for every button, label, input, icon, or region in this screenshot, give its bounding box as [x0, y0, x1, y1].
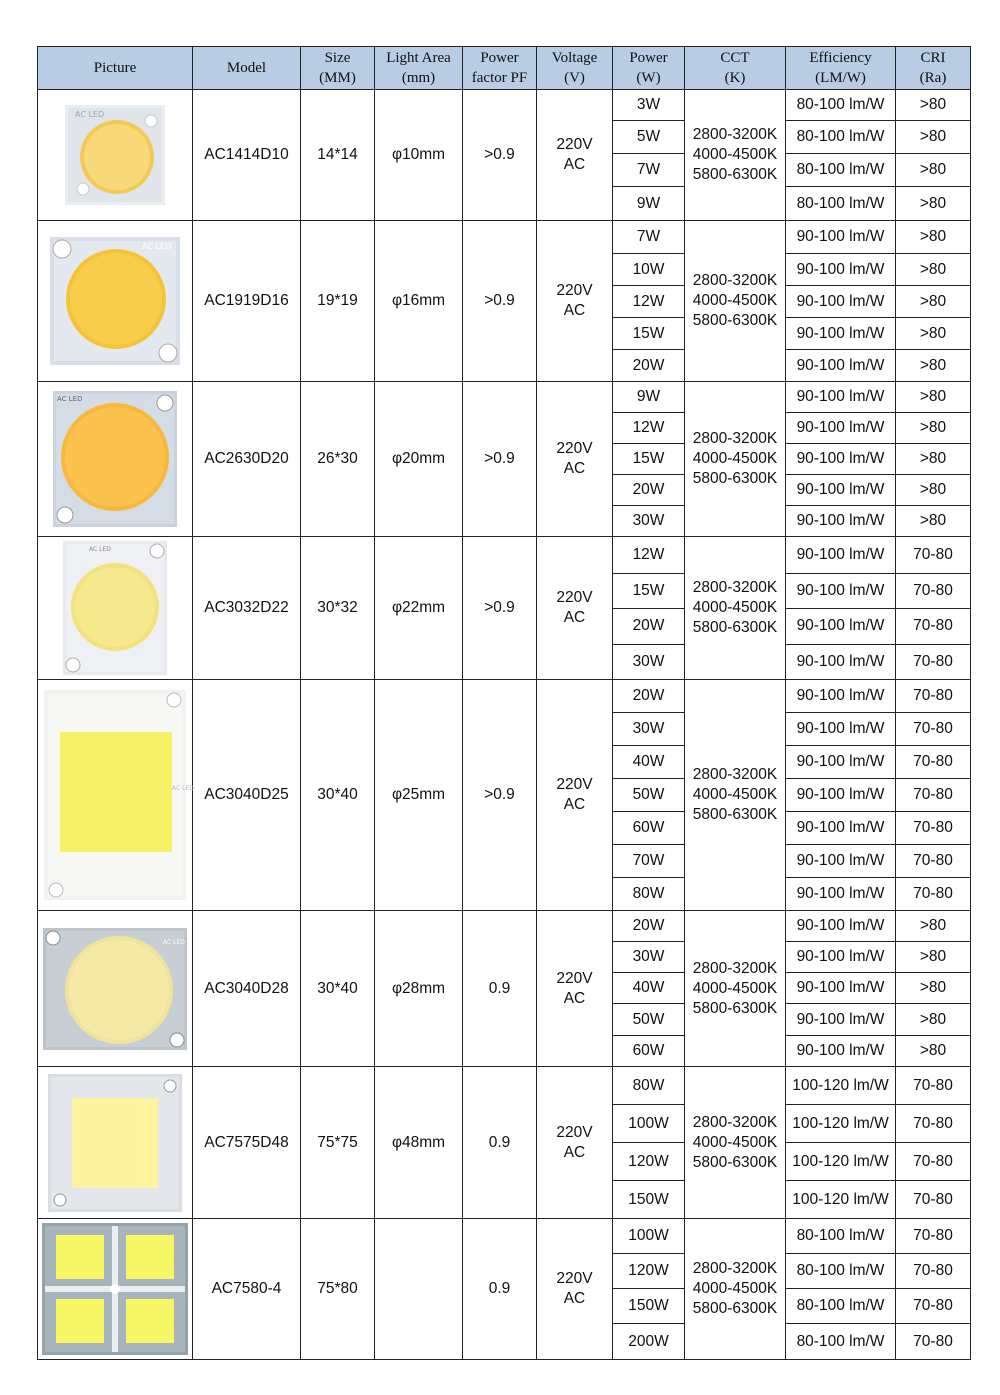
power-factor-cell: >0.9 — [463, 90, 537, 221]
cri-cell: 70-80 — [896, 609, 971, 644]
power-cell: 20W — [613, 680, 685, 713]
power-cell: 20W — [613, 609, 685, 644]
cri-cell: >80 — [896, 475, 971, 506]
svg-text:AC LED: AC LED — [75, 110, 105, 119]
model-cell: AC1414D10 — [193, 90, 301, 221]
chip-picture — [38, 221, 193, 382]
power-factor-cell: >0.9 — [463, 221, 537, 382]
table-row — [38, 90, 971, 121]
cri-cell: >80 — [896, 254, 971, 286]
power-cell: 20W — [613, 911, 685, 942]
cri-cell: >80 — [896, 286, 971, 318]
voltage-cell: 220V AC — [537, 680, 613, 911]
header-power: Power (W) — [613, 47, 685, 90]
size-cell: 26*30 — [301, 382, 375, 537]
voltage-cell: 220V AC — [537, 537, 613, 680]
cri-cell: >80 — [896, 382, 971, 413]
efficiency-cell: 90-100 lm/W — [786, 444, 896, 475]
efficiency-cell: 90-100 lm/W — [786, 413, 896, 444]
cri-cell: 70-80 — [896, 1105, 971, 1143]
efficiency-cell: 100-120 lm/W — [786, 1067, 896, 1105]
svg-text:AC LED: AC LED — [57, 395, 83, 403]
model-cell: AC3032D22 — [193, 537, 301, 680]
spec-table — [37, 46, 971, 1360]
header-cri: CRI (Ra) — [896, 47, 971, 90]
light-area-cell: φ10mm — [375, 90, 463, 221]
chip-picture — [38, 382, 193, 537]
cri-cell: >80 — [896, 1004, 971, 1036]
light-area-cell: φ16mm — [375, 221, 463, 382]
header-size: Size (MM) — [301, 47, 375, 90]
voltage-cell: 220V AC — [537, 221, 613, 382]
efficiency-cell: 90-100 lm/W — [786, 942, 896, 973]
voltage-cell: 220V AC — [537, 382, 613, 537]
voltage-cell: 220V AC — [537, 90, 613, 221]
chip-image — [38, 387, 192, 531]
cct-cell: 2800-3200K 4000-4500K 5800-6300K — [685, 221, 786, 382]
power-cell: 30W — [613, 506, 685, 537]
header-power-factor: Power factor PF — [463, 47, 537, 90]
power-cell: 3W — [613, 90, 685, 121]
cct-cell: 2800-3200K 4000-4500K 5800-6300K — [685, 911, 786, 1067]
efficiency-cell: 90-100 lm/W — [786, 973, 896, 1004]
light-area-cell: φ28mm — [375, 911, 463, 1067]
power-cell: 80W — [613, 878, 685, 911]
chip-image — [38, 1219, 192, 1359]
model-cell: AC7575D48 — [193, 1067, 301, 1219]
table-body — [38, 90, 971, 1360]
table-header — [38, 47, 971, 90]
cri-cell: 70-80 — [896, 644, 971, 680]
cct-cell: 2800-3200K 4000-4500K 5800-6300K — [685, 1219, 786, 1360]
cri-cell: 70-80 — [896, 680, 971, 713]
power-cell: 120W — [613, 1253, 685, 1289]
power-factor-cell: 0.9 — [463, 1219, 537, 1360]
size-cell: 19*19 — [301, 221, 375, 382]
efficiency-cell: 80-100 lm/W — [786, 121, 896, 154]
efficiency-cell: 80-100 lm/W — [786, 1253, 896, 1289]
efficiency-cell: 80-100 lm/W — [786, 1289, 896, 1324]
power-cell: 12W — [613, 413, 685, 444]
efficiency-cell: 90-100 lm/W — [786, 537, 896, 574]
power-factor-cell: >0.9 — [463, 382, 537, 537]
efficiency-cell: 90-100 lm/W — [786, 845, 896, 878]
cri-cell: >80 — [896, 221, 971, 254]
power-cell: 9W — [613, 187, 685, 221]
cri-cell: >80 — [896, 121, 971, 154]
power-factor-cell: 0.9 — [463, 1067, 537, 1219]
chip-picture — [38, 680, 193, 911]
power-cell: 15W — [613, 444, 685, 475]
cri-cell: >80 — [896, 444, 971, 475]
cct-cell: 2800-3200K 4000-4500K 5800-6300K — [685, 90, 786, 221]
efficiency-cell: 90-100 lm/W — [786, 713, 896, 746]
cri-cell: >80 — [896, 350, 971, 382]
chip-image — [38, 924, 192, 1054]
efficiency-cell: 90-100 lm/W — [786, 254, 896, 286]
chip-image — [38, 99, 192, 211]
model-cell: AC3040D25 — [193, 680, 301, 911]
power-cell: 200W — [613, 1324, 685, 1360]
size-cell: 30*32 — [301, 537, 375, 680]
efficiency-cell: 90-100 lm/W — [786, 680, 896, 713]
efficiency-cell: 90-100 lm/W — [786, 746, 896, 779]
cri-cell: 70-80 — [896, 1181, 971, 1219]
chip-image — [38, 1070, 192, 1216]
svg-text:AC LED: AC LED — [172, 785, 194, 792]
svg-text:AC LED: AC LED — [142, 242, 172, 251]
power-cell: 30W — [613, 713, 685, 746]
chip-picture — [38, 911, 193, 1067]
efficiency-cell: 90-100 lm/W — [786, 318, 896, 350]
efficiency-cell: 100-120 lm/W — [786, 1181, 896, 1219]
cct-cell: 2800-3200K 4000-4500K 5800-6300K — [685, 680, 786, 911]
efficiency-cell: 90-100 lm/W — [786, 1036, 896, 1067]
power-factor-cell: >0.9 — [463, 537, 537, 680]
model-cell: AC7580-4 — [193, 1219, 301, 1360]
chip-image — [38, 231, 192, 371]
voltage-cell: 220V AC — [537, 1219, 613, 1360]
efficiency-cell: 90-100 lm/W — [786, 350, 896, 382]
cri-cell: 70-80 — [896, 1143, 971, 1181]
cct-cell: 2800-3200K 4000-4500K 5800-6300K — [685, 382, 786, 537]
model-cell: AC3040D28 — [193, 911, 301, 1067]
power-cell: 9W — [613, 382, 685, 413]
power-cell: 20W — [613, 475, 685, 506]
cri-cell: 70-80 — [896, 1253, 971, 1289]
power-factor-cell: >0.9 — [463, 680, 537, 911]
power-cell: 12W — [613, 286, 685, 318]
cri-cell: 70-80 — [896, 1324, 971, 1360]
cri-cell: >80 — [896, 1036, 971, 1067]
power-factor-cell: 0.9 — [463, 911, 537, 1067]
light-area-cell — [375, 1219, 463, 1360]
power-cell: 60W — [613, 1036, 685, 1067]
efficiency-cell: 80-100 lm/W — [786, 90, 896, 121]
size-cell: 75*80 — [301, 1219, 375, 1360]
svg-text:AC LED: AC LED — [89, 546, 111, 553]
efficiency-cell: 90-100 lm/W — [786, 506, 896, 537]
power-cell: 30W — [613, 942, 685, 973]
cri-cell: 70-80 — [896, 537, 971, 574]
efficiency-cell: 100-120 lm/W — [786, 1143, 896, 1181]
power-cell: 30W — [613, 644, 685, 680]
light-area-cell: φ25mm — [375, 680, 463, 911]
cri-cell: >80 — [896, 942, 971, 973]
model-cell: AC2630D20 — [193, 382, 301, 537]
power-cell: 100W — [613, 1219, 685, 1254]
efficiency-cell: 90-100 lm/W — [786, 1004, 896, 1036]
efficiency-cell: 90-100 lm/W — [786, 812, 896, 845]
size-cell: 30*40 — [301, 680, 375, 911]
table-row — [38, 537, 971, 574]
cri-cell: 70-80 — [896, 1219, 971, 1254]
cri-cell: 70-80 — [896, 878, 971, 911]
light-area-cell: φ20mm — [375, 382, 463, 537]
header-cct: CCT (K) — [685, 47, 786, 90]
cri-cell: >80 — [896, 506, 971, 537]
cri-cell: 70-80 — [896, 812, 971, 845]
power-cell: 60W — [613, 812, 685, 845]
power-cell: 80W — [613, 1067, 685, 1105]
header-voltage: Voltage (V) — [537, 47, 613, 90]
cri-cell: 70-80 — [896, 573, 971, 608]
power-cell: 20W — [613, 350, 685, 382]
efficiency-cell: 90-100 lm/W — [786, 911, 896, 942]
power-cell: 7W — [613, 221, 685, 254]
efficiency-cell: 90-100 lm/W — [786, 286, 896, 318]
efficiency-cell: 90-100 lm/W — [786, 609, 896, 644]
size-cell: 30*40 — [301, 911, 375, 1067]
cri-cell: 70-80 — [896, 746, 971, 779]
table-row — [38, 680, 971, 713]
cri-cell: 70-80 — [896, 779, 971, 812]
efficiency-cell: 90-100 lm/W — [786, 573, 896, 608]
header-picture: Picture — [38, 47, 193, 90]
header-efficiency: Efficiency (LM/W) — [786, 47, 896, 90]
efficiency-cell: 90-100 lm/W — [786, 878, 896, 911]
power-cell: 10W — [613, 254, 685, 286]
cri-cell: >80 — [896, 911, 971, 942]
cri-cell: 70-80 — [896, 1289, 971, 1324]
cri-cell: >80 — [896, 90, 971, 121]
power-cell: 150W — [613, 1181, 685, 1219]
efficiency-cell: 90-100 lm/W — [786, 779, 896, 812]
power-cell: 70W — [613, 845, 685, 878]
cri-cell: >80 — [896, 154, 971, 187]
voltage-cell: 220V AC — [537, 1067, 613, 1219]
cri-cell: 70-80 — [896, 1067, 971, 1105]
power-cell: 7W — [613, 154, 685, 187]
power-cell: 100W — [613, 1105, 685, 1143]
power-cell: 15W — [613, 573, 685, 608]
efficiency-cell: 80-100 lm/W — [786, 187, 896, 221]
power-cell: 50W — [613, 779, 685, 812]
light-area-cell: φ48mm — [375, 1067, 463, 1219]
cct-cell: 2800-3200K 4000-4500K 5800-6300K — [685, 537, 786, 680]
chip-picture — [38, 90, 193, 221]
efficiency-cell: 90-100 lm/W — [786, 644, 896, 680]
chip-picture — [38, 537, 193, 680]
power-cell: 150W — [613, 1289, 685, 1324]
model-cell: AC1919D16 — [193, 221, 301, 382]
power-cell: 12W — [613, 537, 685, 574]
table-row — [38, 1067, 971, 1105]
cri-cell: >80 — [896, 973, 971, 1004]
chip-image — [38, 537, 192, 679]
table-row — [38, 382, 971, 413]
efficiency-cell: 80-100 lm/W — [786, 1219, 896, 1254]
header-light-area: Light Area (mm) — [375, 47, 463, 90]
light-area-cell: φ22mm — [375, 537, 463, 680]
efficiency-cell: 80-100 lm/W — [786, 1324, 896, 1360]
power-cell: 120W — [613, 1143, 685, 1181]
chip-image — [38, 686, 192, 904]
efficiency-cell: 90-100 lm/W — [786, 221, 896, 254]
chip-picture — [38, 1067, 193, 1219]
cri-cell: 70-80 — [896, 845, 971, 878]
table-row — [38, 221, 971, 254]
cri-cell: >80 — [896, 318, 971, 350]
power-cell: 5W — [613, 121, 685, 154]
table-row — [38, 1219, 971, 1254]
svg-text:AC LED: AC LED — [163, 938, 185, 946]
power-cell: 50W — [613, 1004, 685, 1036]
cct-cell: 2800-3200K 4000-4500K 5800-6300K — [685, 1067, 786, 1219]
chip-picture — [38, 1219, 193, 1360]
table-row — [38, 911, 971, 942]
cri-cell: 70-80 — [896, 713, 971, 746]
power-cell: 40W — [613, 973, 685, 1004]
power-cell: 15W — [613, 318, 685, 350]
size-cell: 14*14 — [301, 90, 375, 221]
size-cell: 75*75 — [301, 1067, 375, 1219]
voltage-cell: 220V AC — [537, 911, 613, 1067]
cri-cell: >80 — [896, 187, 971, 221]
cri-cell: >80 — [896, 413, 971, 444]
header-model: Model — [193, 47, 301, 90]
efficiency-cell: 80-100 lm/W — [786, 154, 896, 187]
efficiency-cell: 90-100 lm/W — [786, 475, 896, 506]
efficiency-cell: 90-100 lm/W — [786, 382, 896, 413]
efficiency-cell: 100-120 lm/W — [786, 1105, 896, 1143]
power-cell: 40W — [613, 746, 685, 779]
